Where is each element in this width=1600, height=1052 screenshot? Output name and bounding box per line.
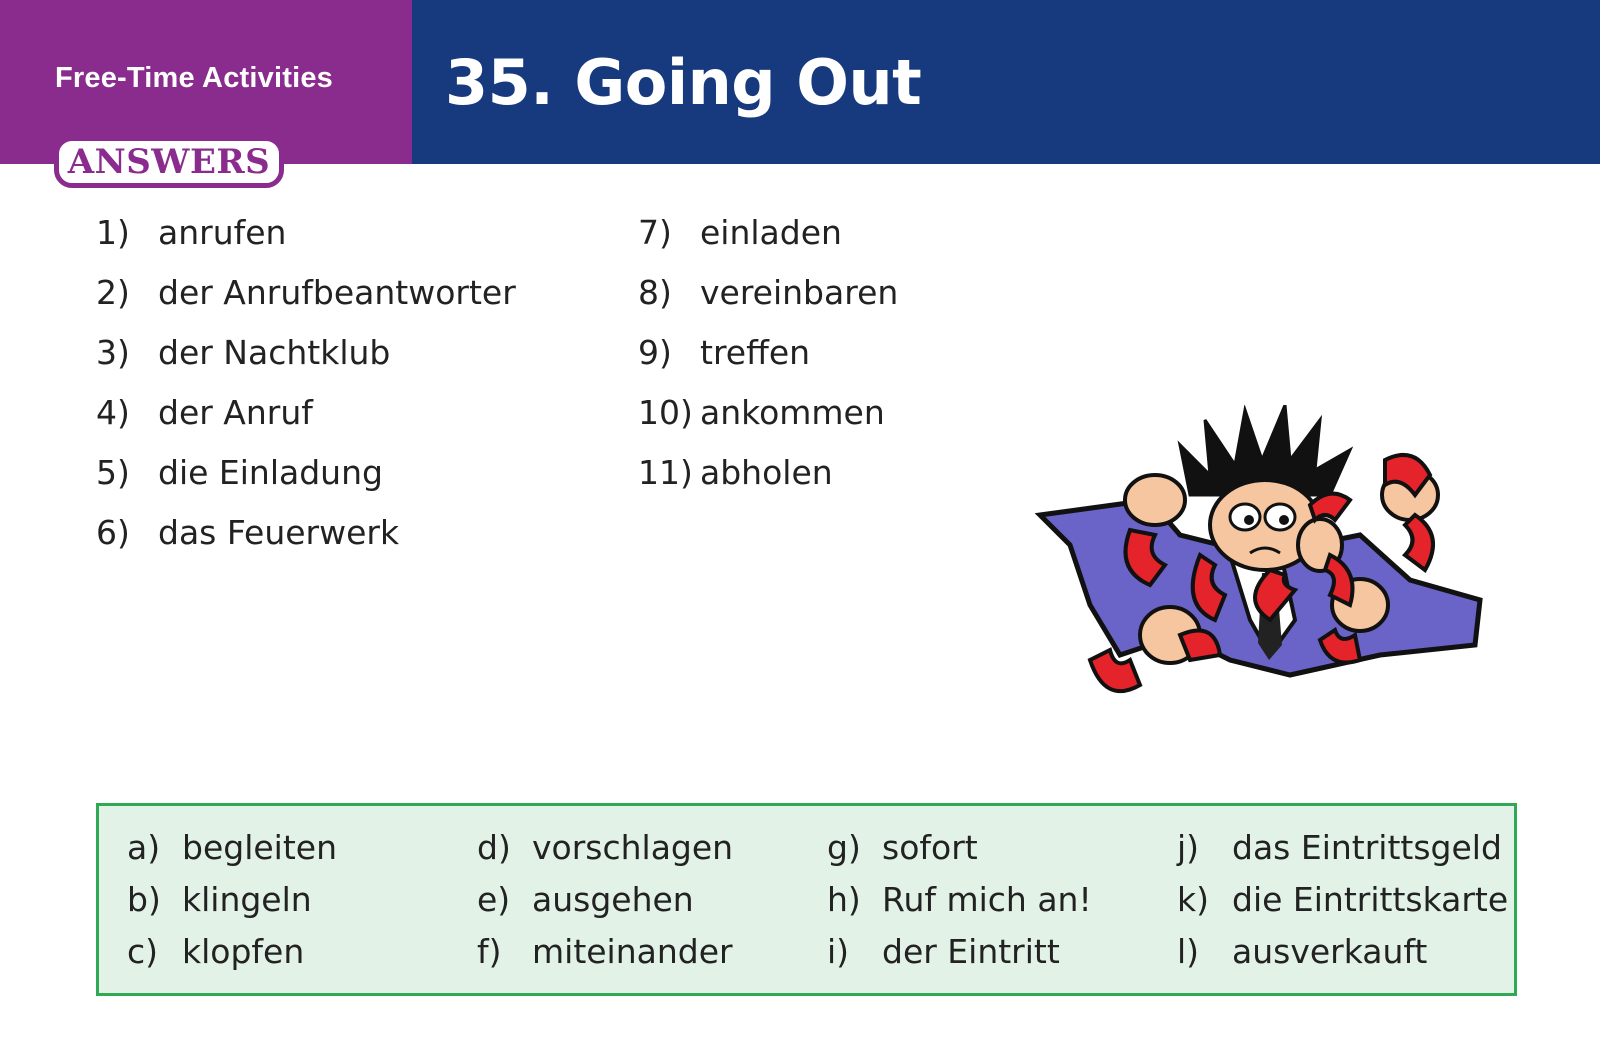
item-text: vorschlagen: [532, 828, 734, 867]
list-item: [1177, 880, 1508, 932]
item-text: sofort: [882, 828, 978, 867]
list-item: [477, 932, 733, 984]
item-number: 3): [96, 333, 130, 372]
item-letter: j): [1177, 828, 1200, 867]
list-item: [1177, 932, 1508, 984]
item-letter: b): [127, 880, 161, 919]
item-text: Ruf mich an!: [882, 880, 1092, 919]
answers-badge: ANSWERS: [54, 136, 284, 188]
item-number: 2): [96, 273, 130, 312]
item-text: klopfen: [182, 932, 305, 971]
item-letter: g): [827, 828, 861, 867]
item-number: 9): [638, 333, 672, 372]
list-item: [827, 828, 1092, 880]
list-item: [1177, 828, 1508, 880]
item-text: das Feuerwerk: [158, 513, 400, 552]
answer-column-1: [127, 828, 337, 984]
item-text: der Eintritt: [882, 932, 1060, 971]
item-text: klingeln: [182, 880, 312, 919]
item-text: die Eintrittskarte: [1232, 880, 1509, 919]
item-letter: i): [827, 932, 850, 971]
item-text: die Einladung: [158, 453, 383, 492]
item-text: der Nachtklub: [158, 333, 391, 372]
item-letter: a): [127, 828, 161, 867]
list-item: [638, 213, 898, 273]
list-item: [477, 828, 733, 880]
vocab-list-left: [96, 213, 516, 573]
list-item: [827, 932, 1092, 984]
list-item: [477, 880, 733, 932]
item-text: der Anrufbeantworter: [158, 273, 516, 312]
list-item: [96, 393, 516, 453]
item-number: 1): [96, 213, 130, 252]
answer-column-3: [827, 828, 1092, 984]
list-item: [96, 513, 516, 573]
item-number: 5): [96, 453, 130, 492]
answer-column-2: [477, 828, 733, 984]
item-number: 11): [638, 453, 693, 492]
list-item: [96, 213, 516, 273]
vocab-answer-box: [96, 803, 1517, 996]
item-text: abholen: [700, 453, 833, 492]
list-item: [638, 333, 898, 393]
item-text: treffen: [700, 333, 811, 372]
vocab-list-right: [638, 213, 898, 513]
item-number: 4): [96, 393, 130, 432]
item-text: das Eintrittsgeld: [1232, 828, 1502, 867]
item-number: 7): [638, 213, 672, 252]
list-item: [638, 453, 898, 513]
list-item: [827, 880, 1092, 932]
list-item: [638, 273, 898, 333]
list-item: [127, 880, 337, 932]
item-text: anrufen: [158, 213, 287, 252]
item-letter: e): [477, 880, 511, 919]
cartoon-man-with-phones-illustration: [1030, 405, 1510, 725]
item-letter: h): [827, 880, 861, 919]
item-letter: k): [1177, 880, 1209, 919]
list-item: [96, 273, 516, 333]
item-letter: f): [477, 932, 502, 971]
list-item: [96, 453, 516, 513]
item-text: miteinander: [532, 932, 733, 971]
item-letter: l): [1177, 932, 1200, 971]
list-item: [127, 932, 337, 984]
item-number: 10): [638, 393, 693, 432]
item-text: ausverkauft: [1232, 932, 1428, 971]
list-item: [638, 393, 898, 453]
list-item: [127, 828, 337, 880]
header-title-panel: [412, 0, 1600, 164]
item-text: begleiten: [182, 828, 337, 867]
category-label: Free-Time Activities: [55, 62, 333, 94]
item-text: ausgehen: [532, 880, 694, 919]
item-text: der Anruf: [158, 393, 313, 432]
item-number: 6): [96, 513, 130, 552]
item-text: einladen: [700, 213, 842, 252]
item-text: ankommen: [700, 393, 885, 432]
item-letter: d): [477, 828, 511, 867]
answer-column-4: [1177, 828, 1508, 984]
item-letter: c): [127, 932, 159, 971]
list-item: [96, 333, 516, 393]
page-title: 35. Going Out: [445, 46, 922, 119]
item-text: vereinbaren: [700, 273, 899, 312]
item-number: 8): [638, 273, 672, 312]
